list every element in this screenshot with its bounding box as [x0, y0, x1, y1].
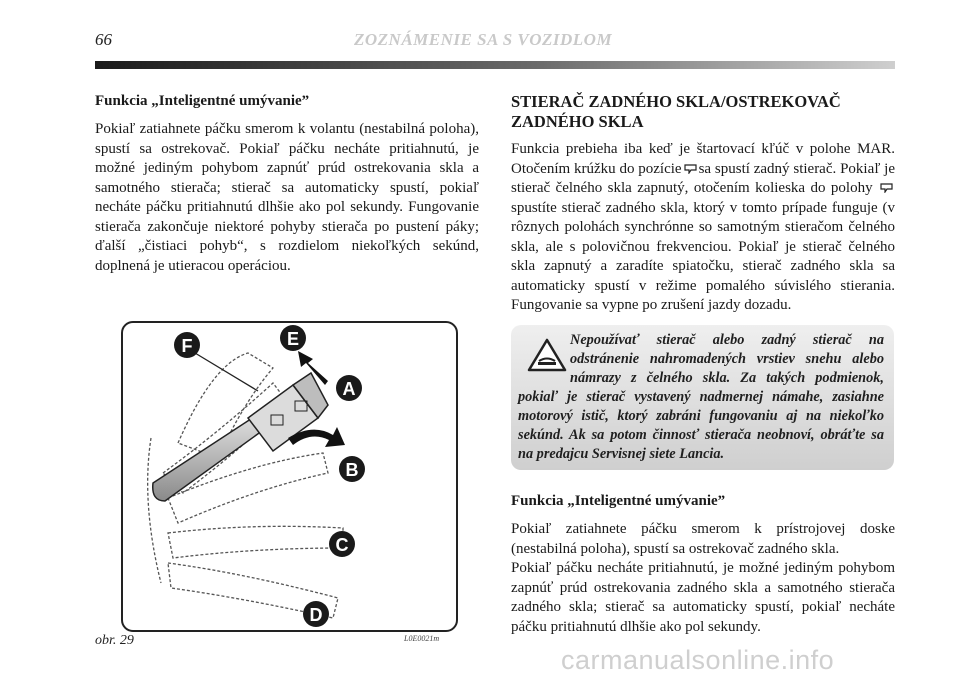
label-f: F	[181, 336, 193, 356]
right-body-part2: sa spustí zadný stierač. Pokiaľ je stierač čelného skla zapnutý, otočením kolieska do polohy	[511, 160, 895, 196]
right-lower-body-1: Pokiaľ zatiahnete páčku smerom k prístrojovej doske (nestabilná poloha), spustí sa ostrekovač zadného skla.	[511, 521, 895, 557]
right-body	[511, 140, 895, 316]
right-body-part3: spustíte stierač zadného skla, ktorý v tomto prípade funguje (v rôznych polohách synchrónne so samotným stieračom čelného skla, ale s polovičnou frekvenciou. Pokiaľ je stierač čelného skla zapnutý a zaradíte spiatočku, stierač zadného skla sa automaticky spustí v režime pomalého súvislého stierania. Fungovanie sa vypne po zrušení jazdy dozadu.	[511, 199, 895, 313]
rear-wiper-icon	[684, 163, 697, 174]
right-lower-body-2: Pokiaľ páčku necháte pritiahnutú, je možné jediným pohybom zapnúť prúd ostrekovania zadného skla a samotného stierača zadného skla; stierač sa automaticky spustí, pokiaľ necháte páčku pritiahnutú dlhšie ako pol sekundy.	[511, 560, 895, 635]
warning-text-content: Nepoužívať stierač alebo zadný stierač na odstránenie nahromadených vrstiev snehu alebo námrazy z čelného skla. Za takých podmienok, pokiaľ je stierač vystavený nadmernej námahe, zasiahne motorový istič, ktorý zabráni fungovaniu aj na niekoľko sekúnd. Ak sa potom činnosť stierača neobnoví, obráťte sa na predajcu Servisnej siete Lancia.	[518, 332, 884, 462]
left-body: Pokiaľ zatiahnete páčku smerom k volantu (nestabilná poloha), spustí sa ostrekovač. Pokiaľ páčku necháte pritiahnutú, je možné jediným pohybom zapnúť prúd ostrekovania skla a samotného stierača; stierač sa automaticky spustí, pokiaľ necháte páčku pritiahnutú dlhšie ako pol sekundy. Fungovanie stierača zakončuje niektoré pohyby stierača po pustení páky; ďalší „čistiaci pohyb“, s rozdielom niekoľkých sekúnd, doplnená je utieracou operáciou.	[95, 121, 479, 274]
figure-labels	[174, 325, 365, 627]
label-e: E	[286, 329, 300, 349]
rear-wiper-icon	[880, 182, 893, 193]
ghost-position-c	[168, 526, 343, 558]
steering-ghost-arc	[148, 438, 161, 583]
label-b: B	[345, 460, 359, 480]
figure-caption: obr. 29	[95, 633, 134, 648]
stalk-illustration	[123, 323, 456, 630]
label-d: D	[309, 605, 323, 625]
right-body-part1: Funkcia prebieha iba keď je štartovací kľúč v polohe MAR. Otočením krúžku do pozície	[511, 141, 895, 177]
header-rule	[95, 61, 895, 69]
right-column	[511, 92, 895, 316]
right-column-lower	[511, 492, 895, 637]
page-number: 66	[95, 30, 112, 49]
watermark: carmanualsonline.info	[561, 645, 835, 675]
label-c: C	[335, 535, 349, 555]
warning-box	[511, 325, 894, 470]
right-heading: STIERAČ ZADNÉHO SKLA/OSTREKOVAČ ZADNÉHO SKLA	[511, 92, 841, 131]
right-lower-heading: Funkcia „Inteligentné umývanie”	[511, 493, 726, 509]
left-heading: Funkcia „Inteligentné umývanie”	[95, 93, 310, 109]
left-column	[95, 92, 479, 276]
figure-wiper-stalk	[121, 321, 458, 632]
label-a: A	[342, 379, 356, 399]
figure-code: L0E0021m	[404, 634, 440, 643]
running-title: ZOZNÁMENIE SA S VOZIDLOM	[354, 30, 613, 49]
warning-text	[518, 331, 884, 464]
